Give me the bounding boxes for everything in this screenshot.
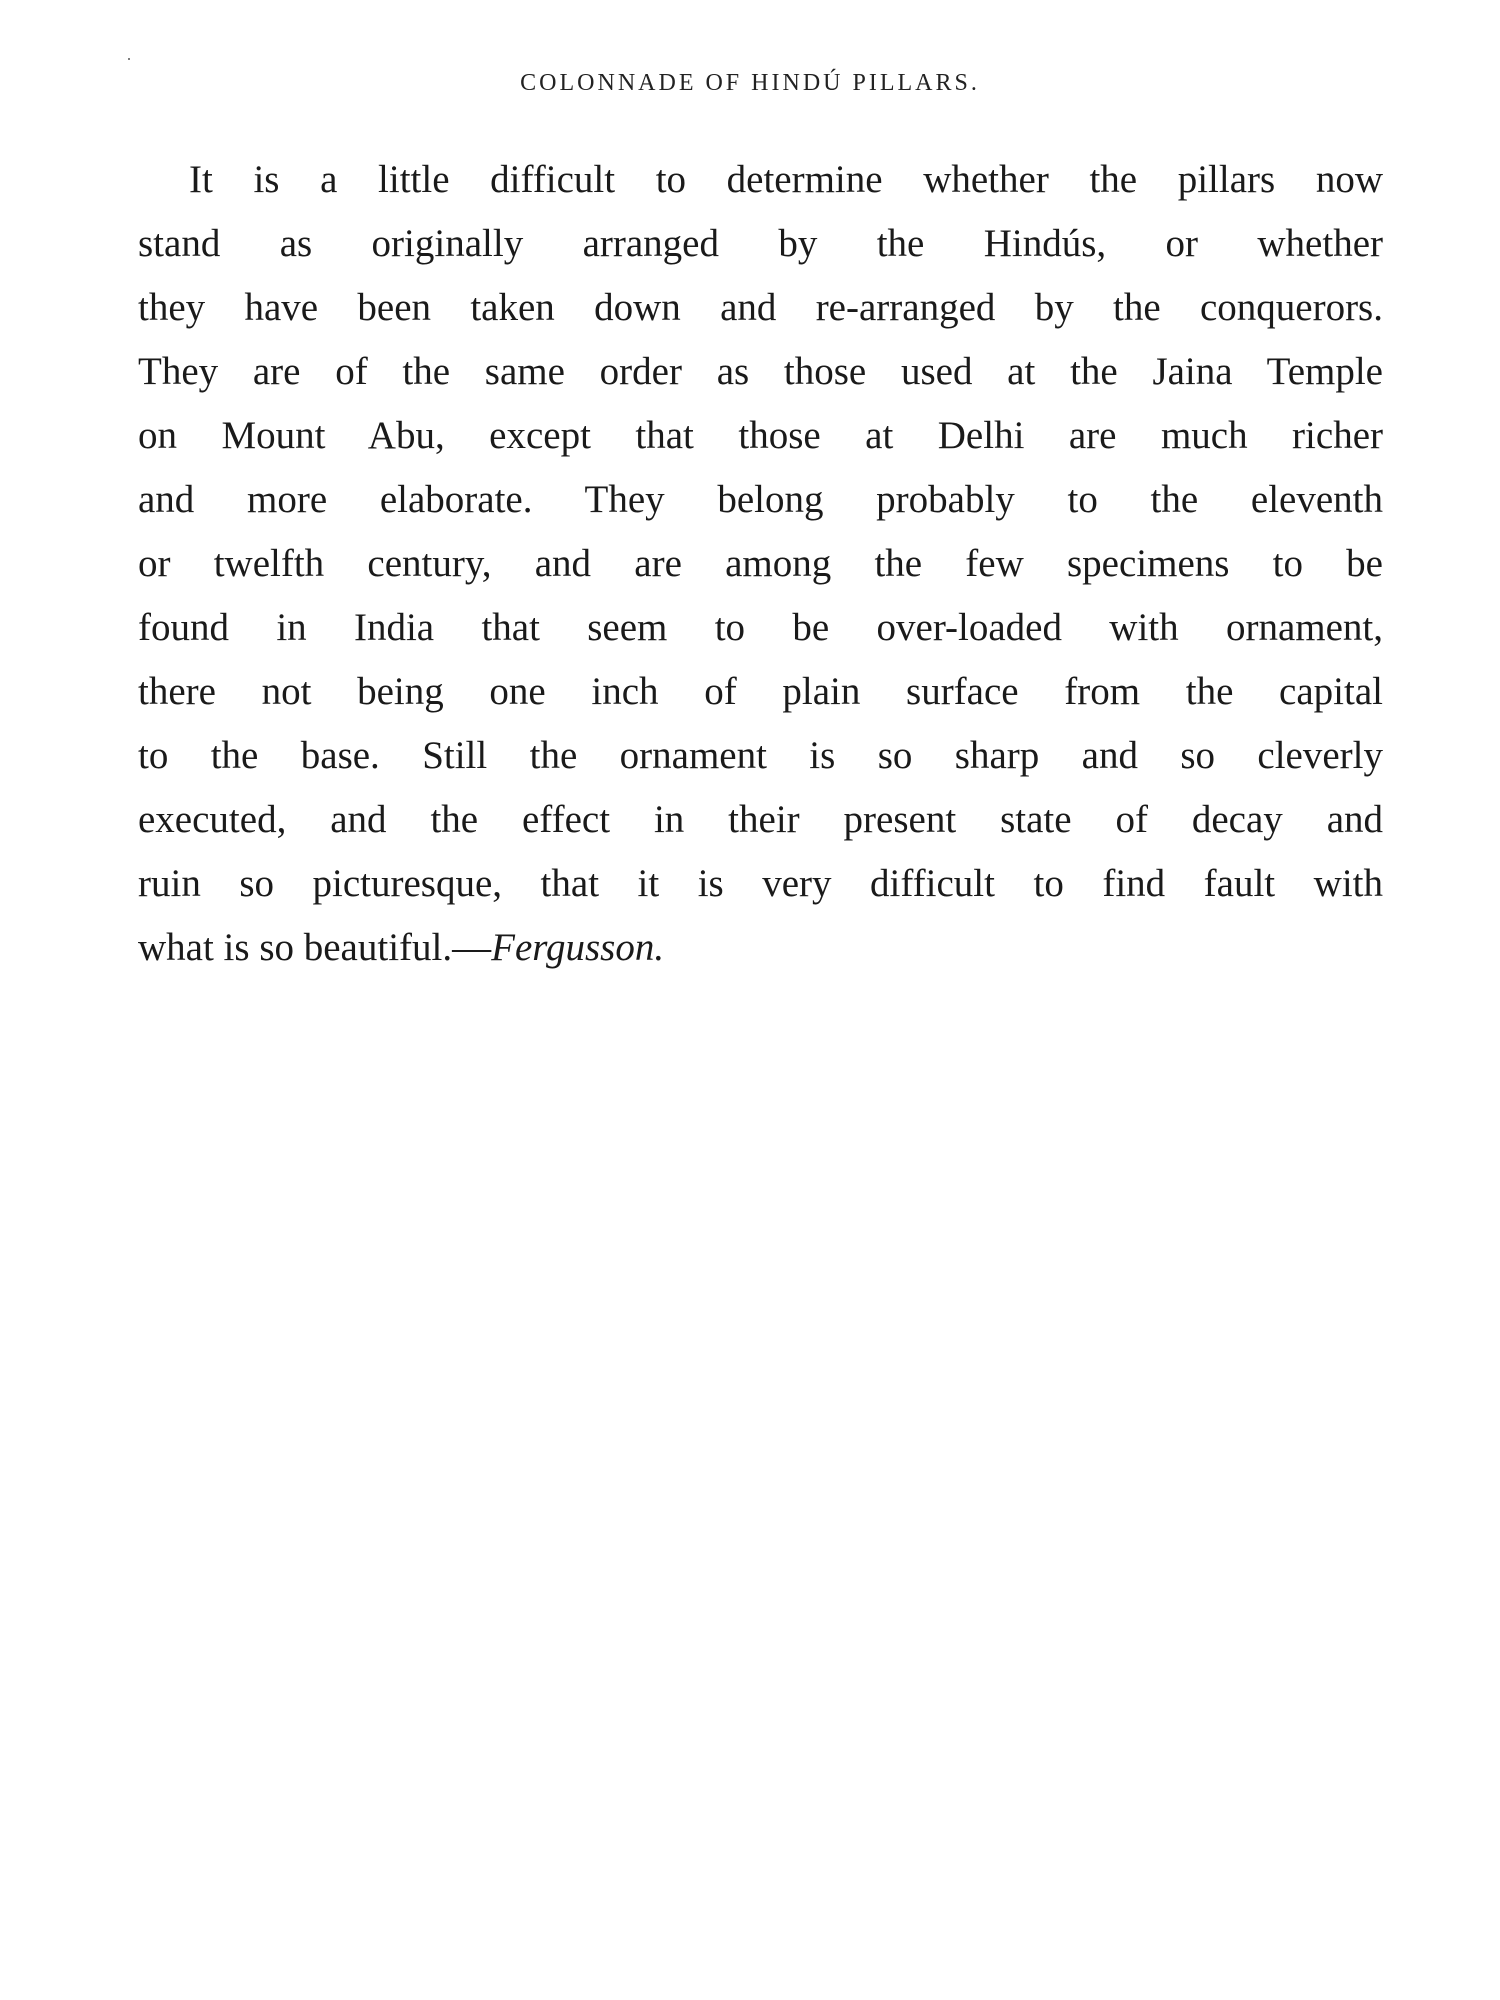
paragraph-line: they have been taken down and re-arranged by the conquerors. <box>138 286 1383 329</box>
attribution: Fergusson. <box>491 926 665 969</box>
scan-speck <box>128 58 130 60</box>
paragraph-line: executed, and the effect in their present state of decay and <box>138 798 1383 841</box>
paragraph-line: on Mount Abu, except that those at Delhi are much richer <box>138 414 1383 457</box>
paragraph-line: They are of the same order as those used at the Jaina Temple <box>138 350 1383 393</box>
paragraph-line: ruin so picturesque, that it is very difficult to find fault with <box>138 862 1383 905</box>
paragraph-line-text: what is so beautiful.— <box>138 926 492 969</box>
paragraph-line: stand as originally arranged by the Hindús, or whether <box>138 222 1383 265</box>
paragraph-line: to the base. Still the ornament is so sharp and so cleverly <box>138 734 1383 777</box>
paragraph <box>138 148 1383 980</box>
paragraph-line: or twelfth century, and are among the few specimens to be <box>138 542 1383 585</box>
paragraph-line: found in India that seem to be over-loaded with ornament, <box>138 606 1383 649</box>
paragraph-last-line <box>138 916 1383 980</box>
paragraph-line: there not being one inch of plain surface from the capital <box>138 670 1383 713</box>
paragraph-line: It is a little difficult to determine whether the pillars now <box>189 158 1383 201</box>
running-head: COLONNADE OF HINDÚ PILLARS. <box>520 70 980 96</box>
paragraph-line: and more elaborate. They belong probably to the eleventh <box>138 478 1383 521</box>
